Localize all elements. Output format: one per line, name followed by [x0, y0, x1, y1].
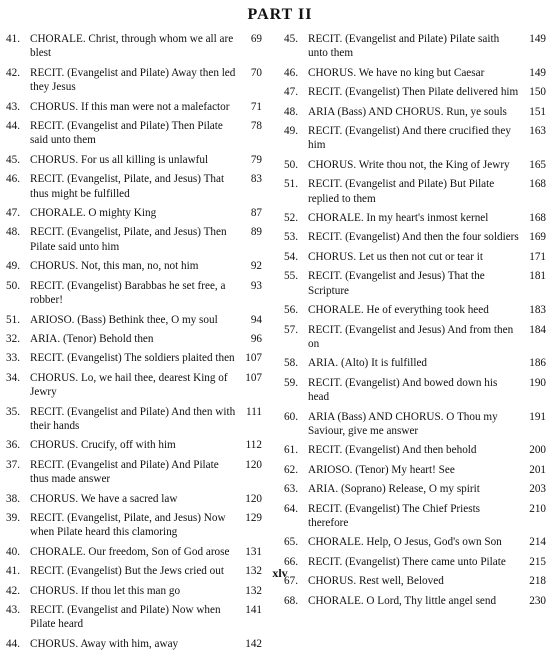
- contents-entry: [284, 463, 546, 477]
- entry-number: 57.: [284, 323, 298, 336]
- entry-text: CHORALE. O mighty King: [30, 207, 157, 220]
- entry-page: 183: [525, 303, 546, 317]
- entry-page: 87: [247, 206, 262, 220]
- entry-number: 53.: [284, 231, 298, 244]
- contents-entry: [6, 206, 262, 220]
- contents-entry: [6, 438, 262, 452]
- contents-entry: [284, 211, 546, 225]
- entry-number: 59.: [284, 376, 298, 389]
- entry-text: CHORUS. Let us then not cut or tear it: [308, 250, 483, 263]
- entry-number: 42.: [6, 584, 20, 597]
- entry-page: 149: [525, 32, 546, 46]
- entry-text: ARIOSO. (Bass) Bethink thee, O my soul: [30, 313, 218, 326]
- entry-text: RECIT. (Evangelist and Pilate) And Pilate thus made answer: [30, 458, 219, 486]
- entry-text: RECIT. (Evangelist) And then the four soldiers: [308, 231, 519, 244]
- entry-page: 78: [247, 119, 262, 133]
- entry-number: 65.: [284, 536, 298, 549]
- entry-page: 94: [247, 313, 262, 327]
- contents-entry: [6, 492, 262, 506]
- entry-number: 49.: [284, 125, 298, 138]
- entry-number: 43.: [6, 100, 20, 113]
- contents-entry: [284, 356, 546, 370]
- entry-text: CHORALE. O Lord, Thy little angel send: [308, 594, 497, 607]
- entry-number: 51.: [6, 313, 20, 326]
- entry-text: RECIT. (Evangelist and Pilate) And then with their hands: [30, 405, 236, 432]
- entry-number: 40.: [6, 545, 20, 558]
- contents-entry: [6, 584, 262, 598]
- entry-text: ARIA (Bass) AND CHORUS. O Thou my Saviour, give me answer: [308, 410, 498, 437]
- contents-entry: [284, 32, 546, 61]
- entry-text: CHORUS. Rest well, Beloved: [308, 575, 444, 588]
- entry-text: RECIT. (Evangelist and Pilate) Away then led they Jesus: [30, 66, 236, 94]
- entry-page: 151: [525, 105, 546, 119]
- entry-text: RECIT. (Evangelist) Then Pilate delivered him: [308, 86, 519, 99]
- contents-entry: [284, 482, 546, 496]
- entry-number: 55.: [284, 270, 298, 283]
- contents-entry: [6, 32, 262, 61]
- entry-text: RECIT. (Evangelist, Pilate, and Jesus) That thus might be fulfilled: [30, 173, 225, 200]
- contents-column-right: [284, 32, 546, 613]
- contents-entry: [6, 100, 262, 114]
- entry-page: 132: [241, 564, 262, 578]
- entry-number: 68.: [284, 594, 298, 607]
- entry-page: 107: [241, 371, 262, 385]
- entry-number: 44.: [6, 120, 20, 133]
- entry-text: CHORUS. We have a sacred law: [30, 492, 178, 505]
- contents-entry: [284, 124, 546, 153]
- entry-page: 92: [247, 259, 262, 273]
- entry-page: 214: [525, 535, 546, 549]
- entry-page: 210: [525, 502, 546, 516]
- contents-entry: [6, 119, 262, 148]
- entry-page: 107: [241, 351, 262, 365]
- entry-page: 203: [525, 482, 546, 496]
- entry-number: 64.: [284, 502, 298, 515]
- contents-entry: [284, 323, 546, 352]
- entry-text: RECIT. (Evangelist and Pilate) But Pilate replied to them: [308, 178, 495, 205]
- entry-number: 38.: [6, 492, 20, 505]
- contents-entry: [6, 458, 262, 487]
- entry-text: ARIA. (Soprano) Release, O my spirit: [308, 483, 480, 496]
- entry-page: 200: [525, 443, 546, 457]
- entry-text: RECIT. (Evangelist and Pilate) Pilate saith unto them: [308, 33, 500, 60]
- entry-text: CHORALE. In my heart's inmost kernel: [308, 212, 489, 225]
- entry-page: 201: [525, 463, 546, 477]
- entry-text: ARIA. (Tenor) Behold then: [30, 332, 154, 345]
- entry-number: 32.: [6, 332, 20, 345]
- entry-text: CHORUS. Not, this man, no, not him: [30, 260, 199, 273]
- contents-entry: [284, 376, 546, 405]
- contents-entry: [6, 66, 262, 95]
- entry-page: 142: [241, 637, 262, 651]
- entry-text: CHORALE. He of everything took heed: [308, 304, 489, 317]
- entry-number: 47.: [6, 207, 20, 220]
- entry-number: 56.: [284, 304, 298, 317]
- entry-number: 54.: [284, 250, 298, 263]
- contents-entry: [6, 603, 262, 632]
- contents-entry: [6, 172, 262, 201]
- entry-number: 46.: [6, 173, 20, 186]
- entry-page: 184: [525, 323, 546, 337]
- entry-page: 181: [525, 269, 546, 283]
- contents-entry: [284, 502, 546, 531]
- entry-number: 61.: [284, 444, 298, 457]
- contents-entry: [284, 410, 546, 439]
- entry-text: CHORUS. If thou let this man go: [30, 584, 181, 597]
- entry-text: RECIT. (Evangelist, Pilate, and Jesus) Now when Pilate heard this clamoring: [30, 511, 226, 539]
- entry-text: CHORUS. We have no king but Caesar: [308, 66, 485, 79]
- contents-entry: [284, 105, 546, 119]
- entry-number: 36.: [6, 439, 20, 452]
- entry-page: 131: [241, 545, 262, 559]
- entry-page: 218: [525, 574, 546, 588]
- entry-page: 163: [525, 124, 546, 138]
- entry-page: 150: [525, 85, 546, 99]
- entry-page: 132: [241, 584, 262, 598]
- contents-entry: [284, 66, 546, 80]
- contents-entry: [284, 443, 546, 457]
- entry-text: CHORALE. Christ, through whom we all are blest: [30, 33, 234, 60]
- contents-entry: [6, 225, 262, 254]
- entry-page: 93: [247, 279, 262, 293]
- contents-entry: [284, 158, 546, 172]
- entry-text: RECIT. (Evangelist and Jesus) And from then on: [308, 323, 514, 350]
- contents-column-left: [6, 32, 262, 656]
- entry-number: 34.: [6, 371, 20, 384]
- entry-number: 48.: [6, 226, 20, 239]
- entry-text: RECIT. (Evangelist) But the Jews cried out: [30, 565, 224, 578]
- entry-number: 58.: [284, 357, 298, 370]
- entry-page: 89: [247, 225, 262, 239]
- contents-entry: [284, 230, 546, 244]
- entry-page: 96: [247, 332, 262, 346]
- entry-page: 186: [525, 356, 546, 370]
- entry-text: RECIT. (Evangelist) There came unto Pilate: [308, 555, 506, 568]
- entry-page: 190: [525, 376, 546, 390]
- contents-entry: [6, 313, 262, 327]
- entry-text: RECIT. (Evangelist and Jesus) That the Scripture: [308, 270, 485, 297]
- entry-text: CHORUS. If this man were not a malefactor: [30, 100, 230, 113]
- entry-text: RECIT. (Evangelist) And bowed down his head: [308, 376, 498, 404]
- entry-text: CHORUS. For us all killing is unlawful: [30, 153, 209, 166]
- contents-entry: [6, 332, 262, 346]
- entry-page: 129: [241, 511, 262, 525]
- entry-number: 66.: [284, 555, 298, 568]
- entry-number: 37.: [6, 458, 20, 471]
- contents-entry: [6, 545, 262, 559]
- entry-text: CHORALE. Our freedom, Son of God arose: [30, 545, 230, 558]
- entry-number: 52.: [284, 212, 298, 225]
- entry-number: 33.: [6, 352, 20, 365]
- entry-page: 169: [525, 230, 546, 244]
- entry-text: RECIT. (Evangelist) The soldiers plaited then: [30, 352, 235, 365]
- entry-page: 120: [241, 458, 262, 472]
- entry-page: 71: [247, 100, 262, 114]
- contents-entry: [6, 405, 262, 434]
- contents-entry: [284, 303, 546, 317]
- entry-page: 112: [242, 438, 262, 452]
- entry-page: 168: [525, 211, 546, 225]
- contents-entry: [6, 153, 262, 167]
- entry-number: 46.: [284, 66, 298, 79]
- contents-entry: [6, 371, 262, 400]
- entry-page: 165: [525, 158, 546, 172]
- entry-text: CHORUS. Crucify, off with him: [30, 439, 176, 452]
- entry-number: 43.: [6, 604, 20, 616]
- entry-page: 141: [241, 603, 262, 617]
- entry-page: 171: [525, 250, 546, 264]
- entry-page: 168: [525, 177, 546, 191]
- entry-number: 62.: [284, 463, 298, 476]
- entry-page: 83: [247, 172, 262, 186]
- entry-number: 51.: [284, 178, 298, 191]
- entry-number: 47.: [284, 86, 298, 99]
- entry-page: 191: [525, 410, 546, 424]
- contents-entry: [284, 594, 546, 608]
- entry-text: ARIOSO. (Tenor) My heart! See: [308, 463, 455, 476]
- entry-page: 69: [247, 32, 262, 46]
- entry-page: 215: [525, 555, 546, 569]
- contents-entry: [6, 351, 262, 365]
- entry-page: 111: [242, 405, 262, 419]
- entry-page: 120: [241, 492, 262, 506]
- entry-number: 48.: [284, 105, 298, 118]
- entry-text: CHORUS. Lo, we hail thee, dearest King of Jewry: [30, 371, 228, 399]
- contents-entry: [284, 177, 546, 206]
- page-footer-number: xlv: [272, 566, 288, 580]
- entry-number: 39.: [6, 511, 20, 524]
- entry-text: ARIA. (Alto) It is fulfilled: [308, 357, 428, 370]
- entry-number: 50.: [284, 158, 298, 171]
- entry-number: 41.: [6, 33, 20, 45]
- entry-text: CHORUS. Write thou not, the King of Jewry: [308, 158, 510, 171]
- entry-text: RECIT. (Evangelist) The Chief Priests therefore: [308, 502, 481, 529]
- entry-page: 230: [525, 594, 546, 608]
- contents-entry: [284, 269, 546, 298]
- entry-number: 44.: [6, 637, 20, 650]
- entry-number: 49.: [6, 260, 20, 273]
- contents-entry: [6, 259, 262, 273]
- entry-text: RECIT. (Evangelist and Pilate) Now when Pilate heard: [30, 604, 221, 631]
- entry-text: RECIT. (Evangelist) Barabbas he set free, a robber!: [30, 279, 226, 307]
- contents-entry: [284, 250, 546, 264]
- entry-number: 50.: [6, 279, 20, 292]
- entry-number: 45.: [284, 33, 298, 45]
- entry-number: 67.: [284, 575, 298, 588]
- entry-text: RECIT. (Evangelist and Pilate) Then Pilate said unto them: [30, 120, 223, 147]
- entry-text: CHORUS. Away with him, away: [30, 637, 179, 650]
- entry-page: 79: [247, 153, 262, 167]
- entry-number: 41.: [6, 565, 20, 578]
- entry-text: CHORALE. Help, O Jesus, God's own Son: [308, 536, 502, 549]
- contents-entry: [6, 511, 262, 540]
- entry-text: ARIA (Bass) AND CHORUS. Run, ye souls: [308, 105, 507, 118]
- entry-text: RECIT. (Evangelist) And there crucified they him: [308, 125, 511, 152]
- contents-entry: [284, 535, 546, 549]
- entry-page: 149: [525, 66, 546, 80]
- entry-number: 63.: [284, 483, 298, 496]
- entry-page: 70: [247, 66, 262, 80]
- contents-entry: [284, 85, 546, 99]
- entry-number: 45.: [6, 153, 20, 166]
- entry-text: RECIT. (Evangelist) And then behold: [308, 444, 477, 457]
- entry-number: 42.: [6, 66, 20, 79]
- entry-text: RECIT. (Evangelist, Pilate, and Jesus) Then Pilate said unto him: [30, 226, 227, 253]
- contents-entry: [6, 279, 262, 308]
- contents-entry: [6, 637, 262, 651]
- entry-number: 35.: [6, 405, 20, 418]
- page-title: PART II: [247, 6, 313, 23]
- entry-number: 60.: [284, 410, 298, 423]
